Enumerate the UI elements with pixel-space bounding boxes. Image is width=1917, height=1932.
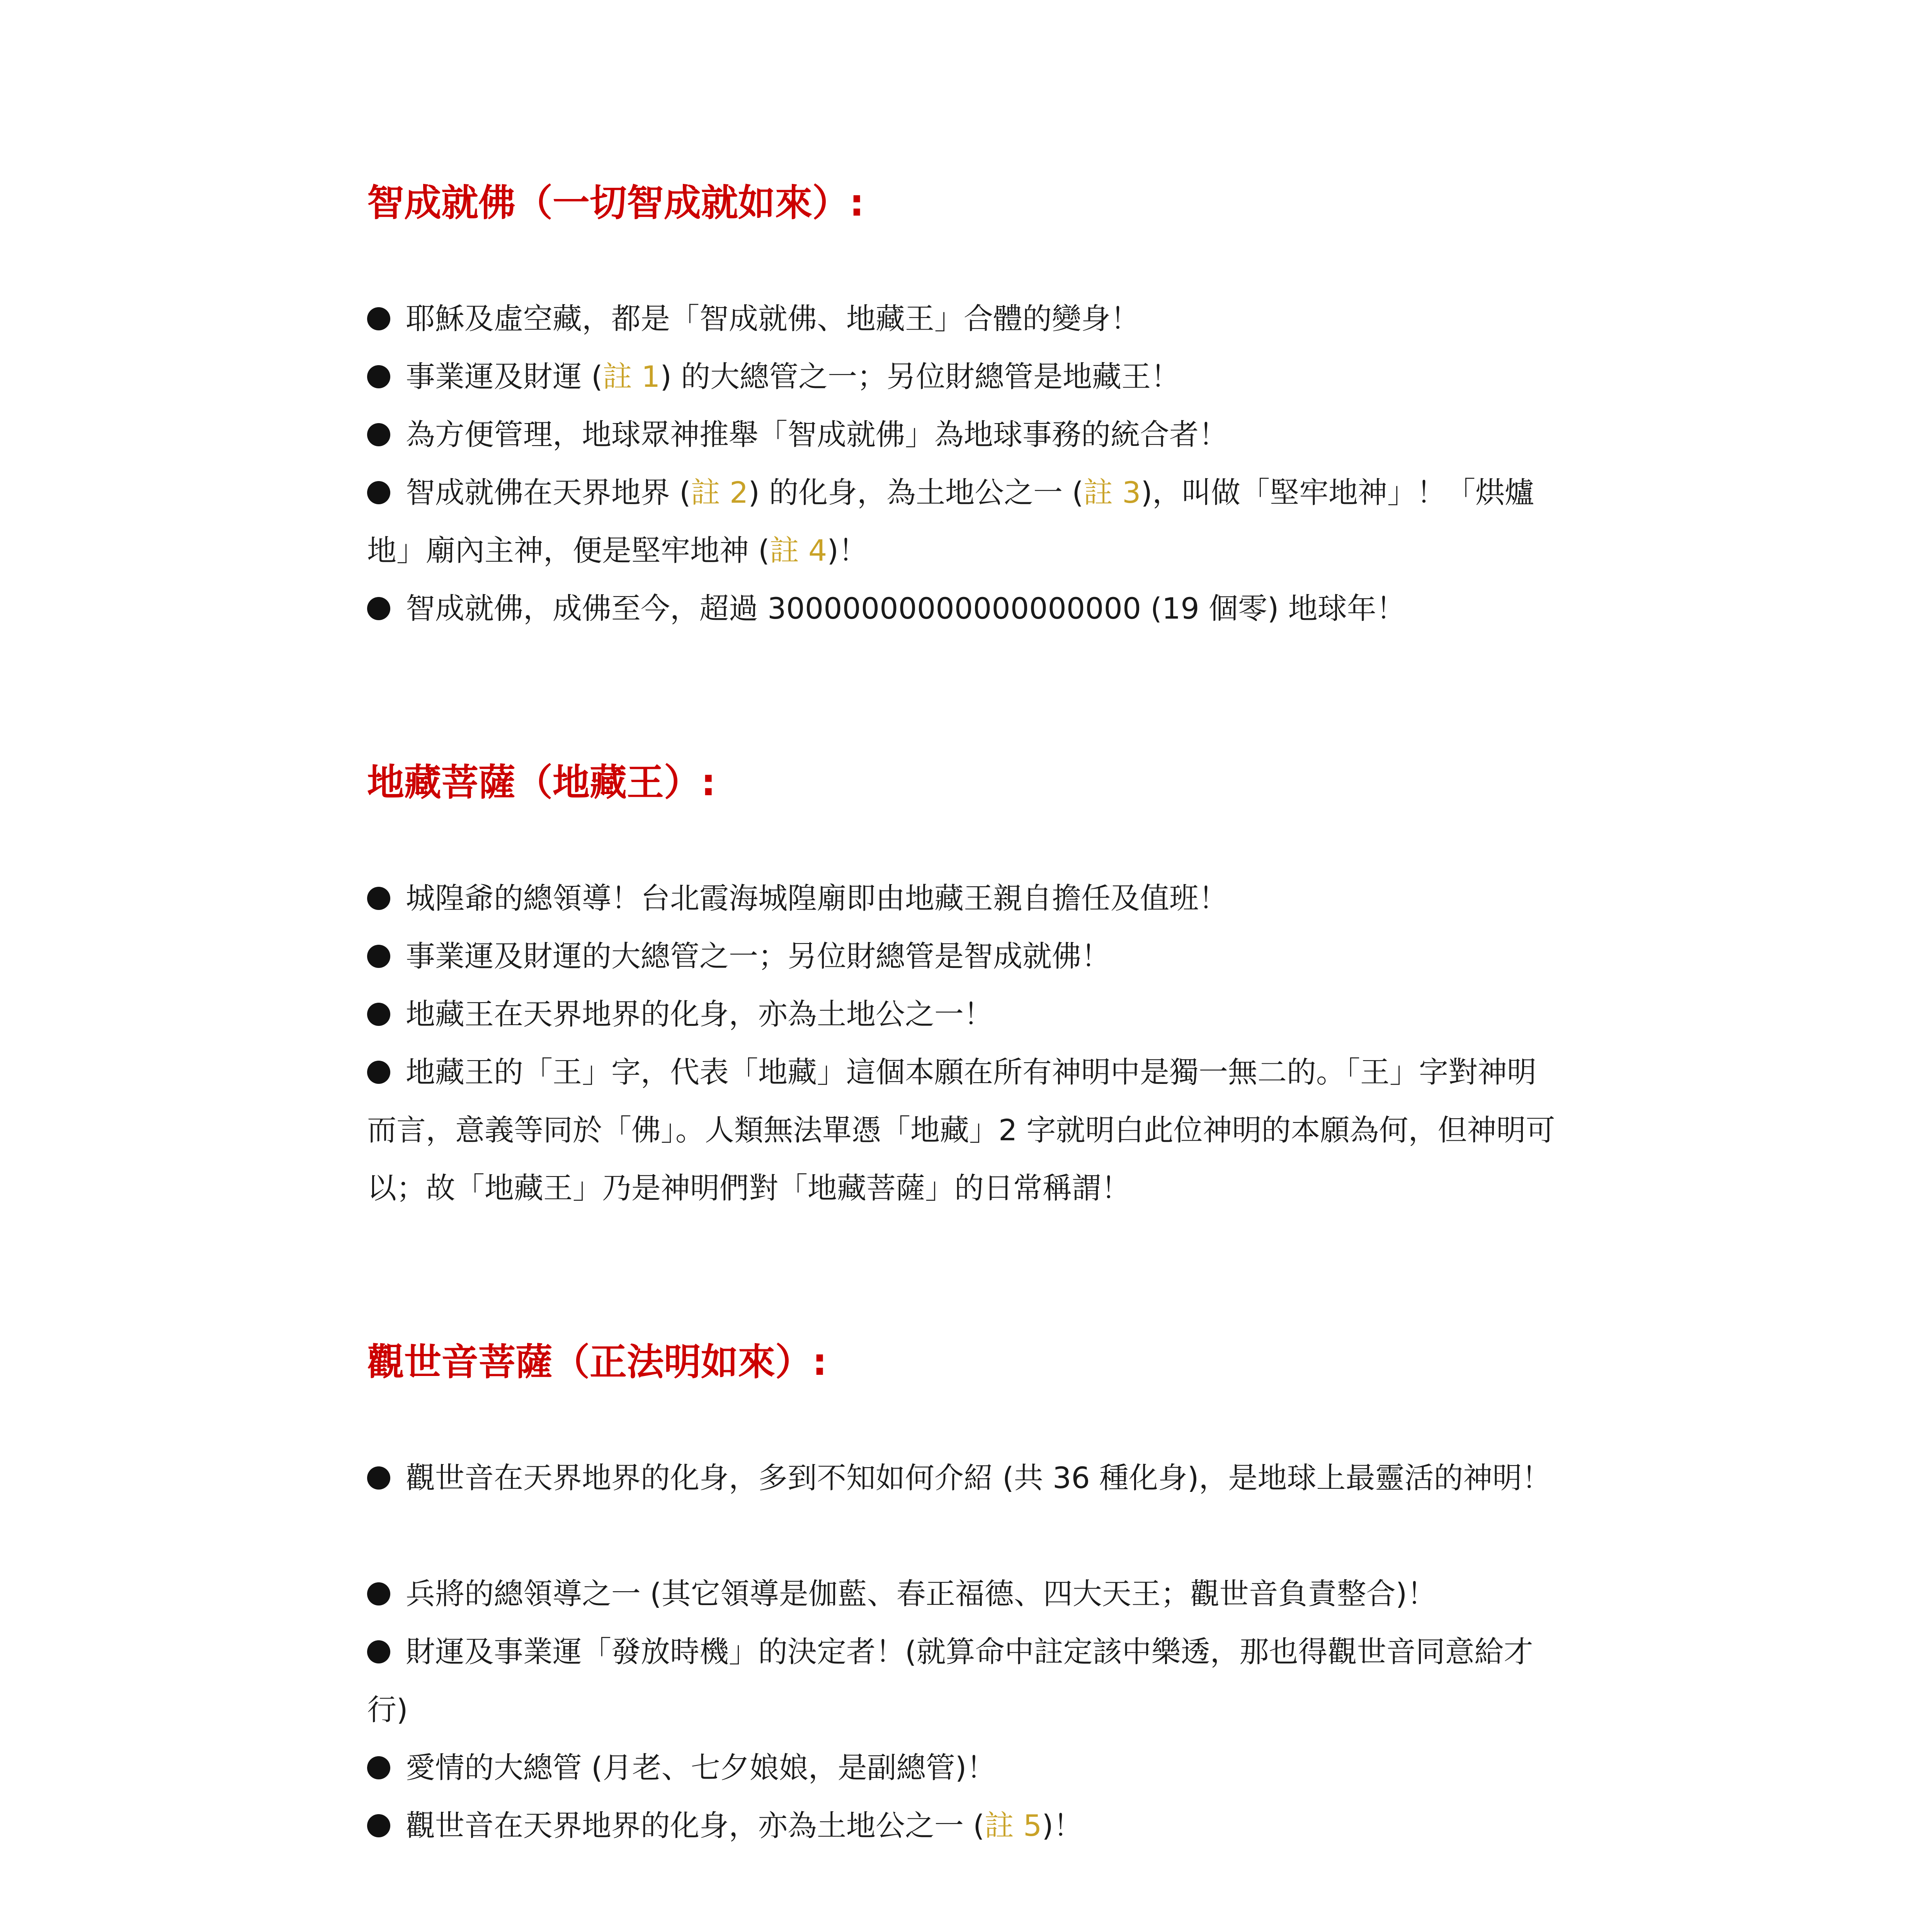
bullet-item: 觀世音在天界地界的化身，亦為土地公之一 (註 5)！ [367,1797,1565,1855]
bullet-icon [367,887,390,910]
section-heading-dizang: 地藏菩薩（地藏王）: [367,761,716,804]
bullet-item: 愛情的大總管 (月老、七夕娘娘，是副總管)！ [367,1739,1565,1797]
bullet-icon [367,1466,390,1490]
bullet-item: 地藏王在天界地界的化身，亦為土地公之一！ [367,985,1565,1043]
bullet-icon [367,481,390,504]
bullet-item: 耶穌及虛空藏，都是「智成就佛、地藏王」合體的變身！ [367,290,1565,348]
section-heading-zhichengjiu: 智成就佛（一切智成就如來）: [367,181,864,224]
bullet-item: 地藏王的「王」字，代表「地藏」這個本願在所有神明中是獨一無二的。「王」字對神明而言，意義等同於「佛」。人類無法單憑「地藏」2 字就明白此位神明的本願為何，但神明可以；故「地藏王」乃是神明們對「地藏菩薩」的日常稱謂！ [367,1055,1555,1205]
bullet-icon [367,423,390,446]
bullet-icon [367,597,390,620]
bullet-icon [367,1640,390,1663]
note-reference[interactable]: 註 5 [984,1808,1042,1843]
bullet-icon [367,1061,390,1084]
bullet-icon [367,1814,390,1837]
bullet-icon [367,1756,390,1779]
bullet-item: 為方便管理，地球眾神推舉「智成就佛」為地球事務的統合者！ [367,406,1565,464]
bullet-icon [367,307,390,330]
note-reference[interactable]: 註 3 [1083,475,1141,510]
note-reference[interactable]: 註 2 [691,475,748,510]
bullet-item: 智成就佛在天界地界 (註 2) 的化身，為土地公之一 (註 3)，叫做「堅牢地神」！「烘爐地」廟內主神，便是堅牢地神 (註 4)！ [367,475,1534,568]
bullet-item: 事業運及財運的大總管之一；另位財總管是智成就佛！ [367,927,1565,985]
section-heading-guanshiyin: 觀世音菩薩（正法明如來）: [367,1340,827,1384]
bullet-item: 事業運及財運 (註 1) 的大總管之一；另位財總管是地藏王！ [367,348,1565,406]
bullet-icon [367,945,390,968]
bullet-icon [367,1003,390,1026]
bullet-item: 觀世音在天界地界的化身，多到不知如何介紹 (共 36 種化身)，是地球上最靈活的神明！ [367,1449,1565,1507]
bullet-item: 城隍爺的總領導！台北霞海城隍廟即由地藏王親自擔任及值班！ [367,869,1565,927]
note-reference[interactable]: 註 4 [769,533,827,568]
bullet-item: 兵將的總領導之一 (其它領導是伽藍、春正福德、四大天王；觀世音負責整合)！ [367,1565,1565,1623]
bullet-item: 財運及事業運「發放時機」的決定者！(就算命中註定該中樂透，那也得觀世音同意給才行) [367,1634,1533,1727]
bullet-item: 智成就佛，成佛至今，超過 30000000000000000000 (19 個零) 地球年！ [367,580,1565,638]
bullet-icon [367,365,390,388]
note-reference[interactable]: 註 1 [602,359,660,394]
bullet-icon [367,1582,390,1605]
